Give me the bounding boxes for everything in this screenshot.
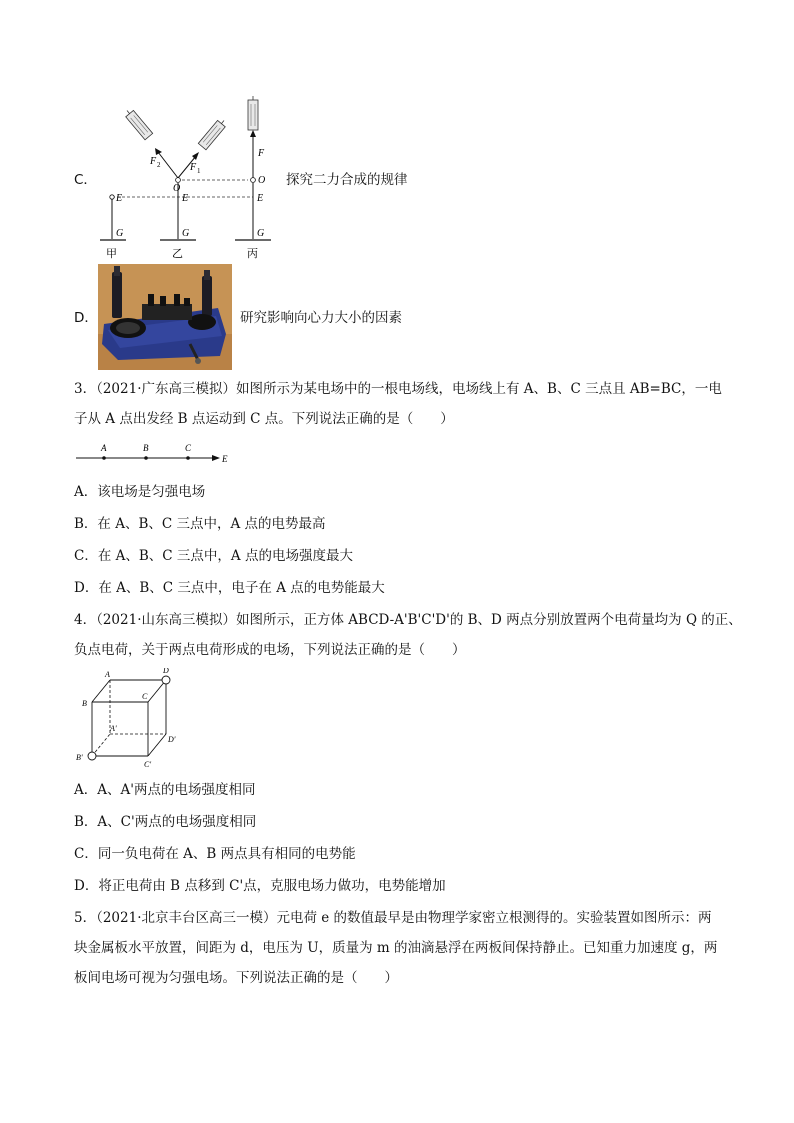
label-jia: 甲 [106,248,117,260]
label-e-bing: E [257,193,264,204]
label-o-bing: O [258,175,266,186]
point-c-label: C [185,443,192,453]
vertex-b: B [82,699,87,708]
label-yi: 乙 [172,248,183,260]
option-c-letter: C． [74,172,97,188]
q4-option-c: C．同一负电荷在 A、B 两点具有相同的电势能 [74,846,356,862]
point-a-label: A [101,443,107,453]
q5-stem-line1: 5．（2021·北京丰台区高三一模）元电荷 e 的数值最早是由物理学家密立根测得的。实验装置如图所示：两 [74,910,712,926]
q4-stem-line2: 负点电荷，关于两点电荷形成的电场，下列说法正确的是（ ） [74,642,466,658]
label-f1-sub: 1 [197,167,201,175]
q4-option-b: B．A、C'两点的电场强度相同 [74,814,257,830]
vertex-a-prime: A' [110,724,117,733]
q3-option-c: C．在 A、B、C 三点中，A 点的电场强度最大 [74,548,353,564]
q4-option-a: A．A、A'两点的电场强度相同 [74,782,256,798]
electric-field-line-diagram [74,440,234,466]
label-bing: 丙 [247,248,258,260]
option-d-text: 研究影响向心力大小的因素 [240,310,402,326]
q3-option-b: B．在 A、B、C 三点中，A 点的电势最高 [74,516,326,532]
q5-stem-line2: 块金属板水平放置，间距为 d，电压为 U，质量为 m 的油滴悬浮在两板间保持静止。已知重力加速度 g，两 [74,940,718,956]
vertex-d: D [163,668,169,675]
label-g-yi: G [182,228,190,239]
field-e-label: E [222,454,228,464]
label-g-bing: G [257,228,265,239]
cube-diagram [74,668,184,772]
q3-stem-line1: 3．（2021·广东高三模拟）如图所示为某电场中的一根电场线，电场线上有 A、B、C 三点且 AB=BC，一电 [74,381,722,397]
label-f2-sub: 2 [157,161,161,169]
centripetal-apparatus-photo [98,264,232,370]
q4-stem-line1: 4．（2021·山东高三模拟）如图所示，正方体 ABCD-A'B'C'D'的 B、D 两点分别放置两个电荷量均为 Q 的正、 [74,612,742,628]
option-c-text: 探究二力合成的规律 [286,172,408,188]
label-g-jia: G [116,228,124,239]
vertex-c: C [142,692,148,701]
label-f2: F [150,156,157,167]
force-composition-diagram [98,94,284,262]
label-o-yi: O [173,183,181,194]
point-b-label: B [143,443,149,453]
q3-stem-line2: 子从 A 点出发经 B 点运动到 C 点。下列说法正确的是（ ） [74,411,454,427]
label-e-jia: E [116,193,123,204]
label-f: F [258,148,265,159]
vertex-d-prime: D' [168,735,176,744]
q5-stem-line3: 板间电场可视为匀强电场。下列说法正确的是（ ） [74,970,398,986]
q3-option-d: D．在 A、B、C 三点中，电子在 A 点的电势能最大 [74,580,385,596]
vertex-c-prime: C' [144,760,152,769]
option-d-letter: D． [74,310,98,326]
label-f1: F [190,162,197,173]
vertex-a: A [105,670,110,679]
label-e-yi: E [182,193,189,204]
q4-option-d: D．将正电荷由 B 点移到 C'点，克服电场力做功，电势能增加 [74,878,446,894]
q3-option-a: A．该电场是匀强电场 [74,484,206,500]
vertex-b-prime: B' [76,753,83,762]
